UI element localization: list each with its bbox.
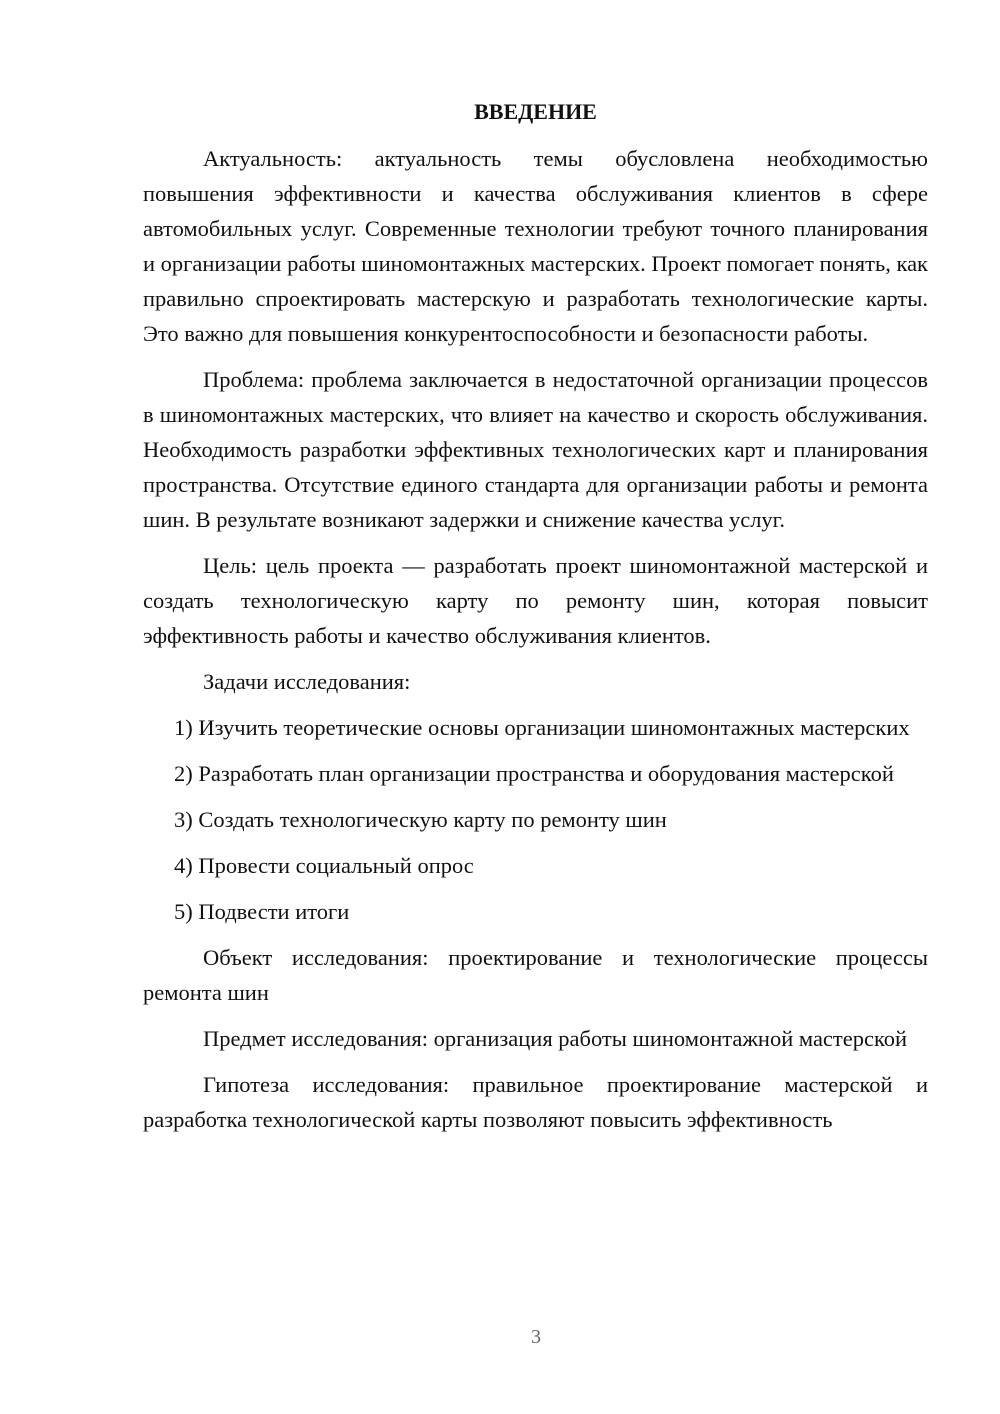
task-item-1: 1) Изучить теоретические основы организации шиномонтажных мастерских — [174, 715, 910, 740]
paragraph-object: Объект исследования: проектирование и технологические процессы ремонта шин — [143, 945, 928, 1005]
tasks-heading: Задачи исследования: — [203, 669, 411, 694]
paragraph-problem: Проблема: проблема заключается в недостаточной организации процессов в шиномонтажных мастерских, что влияет на качество и скорость обслуживания. Необходимость разработки эффективных технологических карт и планирования пространства. Отсутствие единого стандарта для организации работы и ремонта шин. В результате возникают задержки и снижение качества услуг. — [143, 367, 928, 532]
paragraph-goal: Цель: цель проекта — разработать проект шиномонтажной мастерской и создать технологическую карту по ремонту шин, которая повысит эффективность работы и качество обслуживания клиентов. — [143, 553, 928, 648]
document-body — [143, 94, 928, 1148]
task-item-5: 5) Подвести итоги — [174, 899, 350, 924]
section-title: ВВЕДЕНИЕ — [474, 99, 597, 124]
task-item-2: 2) Разработать план организации пространства и оборудования мастерской — [174, 761, 894, 786]
task-item-3: 3) Создать технологическую карту по ремонту шин — [174, 807, 667, 832]
task-item-4: 4) Провести социальный опрос — [174, 853, 474, 878]
page-number: 3 — [531, 1326, 541, 1348]
paragraph-hypothesis: Гипотеза исследования: правильное проектирование мастерской и разработка технологической карты позволяют повысить эффективность — [143, 1072, 928, 1132]
paragraph-subject: Предмет исследования: организация работы шиномонтажной мастерской — [203, 1026, 908, 1051]
paragraph-relevance: Актуальность: актуальность темы обусловлена необходимостью повышения эффективности и качества обслуживания клиентов в сфере автомобильных услуг. Современные технологии требуют точного планирования и организации работы шиномонтажных мастерских. Проект помогает понять, как правильно спроектировать мастерскую и разработать технологические карты. Это важно для повышения конкурентоспособности и безопасности работы. — [143, 146, 928, 346]
